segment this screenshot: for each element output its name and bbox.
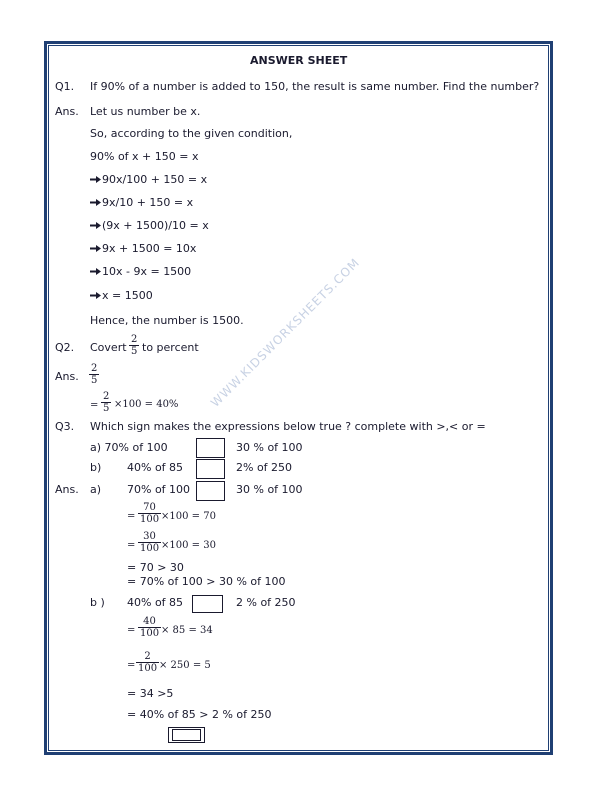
q1-line-10: Hence, the number is 1500. xyxy=(90,314,244,327)
fraction-denominator: 5 xyxy=(91,375,98,386)
q3-b-step1-fraction xyxy=(138,616,161,639)
eq-sign: = xyxy=(127,540,136,551)
q3-b-step1-rest: × 85 = 34 xyxy=(161,625,213,636)
arrow-right-icon xyxy=(90,267,101,276)
answer-box-inner xyxy=(172,729,201,741)
q3-ans-a-right: 30 % of 100 xyxy=(236,483,303,496)
q2-label: Q2. xyxy=(55,341,75,354)
q1-line-4: 90x/100 + 150 = x xyxy=(102,173,208,186)
q1-step-1 xyxy=(90,173,207,187)
arrow-right-icon xyxy=(90,175,101,184)
fraction-numerator: 70 xyxy=(143,502,156,513)
fraction-numerator: 40 xyxy=(143,616,156,627)
q3-ans-a-left: 70% of 100 xyxy=(127,483,191,496)
arrow-right-icon xyxy=(90,198,101,207)
answer-box[interactable] xyxy=(196,459,225,479)
q2-ans-fraction xyxy=(89,363,99,386)
q1-line-9: x = 1500 xyxy=(102,289,153,302)
q1-line-7: 9x + 1500 = 10x xyxy=(102,242,197,255)
q1-step-4 xyxy=(90,242,196,256)
q2-question-post: to percent xyxy=(142,341,199,354)
q3-item-b-marker: b) xyxy=(90,461,102,474)
q3-a-step1-rest: ×100 = 70 xyxy=(161,511,216,522)
q1-step-6 xyxy=(90,289,153,303)
q3-ans-b-left: 40% of 85 xyxy=(127,596,184,609)
q3-a-step4: = 70% of 100 > 30 % of 100 xyxy=(127,575,286,588)
q1-step-5 xyxy=(90,265,191,279)
eq-sign: = xyxy=(127,660,136,671)
watermark: WWW.KIDSWORKSHEETS.COM xyxy=(208,255,363,410)
q3-a-step2-rest: ×100 = 30 xyxy=(161,540,216,551)
fraction-numerator: 2 xyxy=(144,651,151,662)
q1-step-2 xyxy=(90,196,193,210)
q2-calc: ×100 = 40% xyxy=(114,399,179,410)
fraction-numerator: 30 xyxy=(143,531,156,542)
arrow-right-icon xyxy=(90,291,101,300)
q3-label: Q3. xyxy=(55,420,75,433)
fraction-numerator: 2 xyxy=(91,363,98,374)
q1-line-5: 9x/10 + 150 = x xyxy=(102,196,194,209)
q3-b-step2-fraction xyxy=(136,651,159,674)
q1-line-1: Let us number be x. xyxy=(90,105,201,118)
q1-line-2: So, according to the given condition, xyxy=(90,127,293,140)
page-title: ANSWER SHEET xyxy=(250,54,348,67)
q2-eq-sign: = xyxy=(90,400,99,411)
q3-ans-b-marker: b ) xyxy=(90,596,105,609)
fraction-numerator: 2 xyxy=(103,391,110,402)
fraction-denominator: 100 xyxy=(140,543,160,554)
fraction-denominator: 5 xyxy=(103,403,110,414)
answer-box[interactable] xyxy=(196,481,225,501)
q1-line-8: 10x - 9x = 1500 xyxy=(102,265,192,278)
eq-sign: = xyxy=(127,625,136,636)
q1-step-3 xyxy=(90,219,209,233)
q3-question: Which sign makes the expressions below true ? complete with >,< or = xyxy=(90,420,486,433)
q3-item-a: a) 70% of 100 xyxy=(90,441,168,454)
q1-line-6: (9x + 1500)/10 = x xyxy=(102,219,209,232)
arrow-right-icon xyxy=(90,221,101,230)
q3-a-step3: = 70 > 30 xyxy=(127,561,184,574)
q1-line-3: 90% of x + 150 = x xyxy=(90,150,199,163)
q3-a-step1-fraction xyxy=(138,502,161,525)
q1-label: Q1. xyxy=(55,80,75,93)
fraction-numerator: 2 xyxy=(131,334,138,345)
q1-ans-label: Ans. xyxy=(55,105,79,118)
q2-fraction xyxy=(129,334,139,357)
arrow-right-icon xyxy=(90,244,101,253)
q3-item-a-right: 30 % of 100 xyxy=(236,441,303,454)
answer-box[interactable] xyxy=(192,595,223,613)
q2-ans-label: Ans. xyxy=(55,370,79,383)
answer-box[interactable] xyxy=(196,438,225,458)
fraction-denominator: 100 xyxy=(138,663,158,674)
q3-b-step2-rest: × 250 = 5 xyxy=(159,660,211,671)
q3-a-step2-fraction xyxy=(138,531,161,554)
q3-b-step3: = 34 >5 xyxy=(127,687,174,700)
q3-item-b-left: 40% of 85 xyxy=(127,461,184,474)
fraction-denominator: 100 xyxy=(140,514,160,525)
q2-question-pre: Covert xyxy=(90,341,127,354)
q3-ans-a-marker: a) xyxy=(90,483,102,496)
q1-question: If 90% of a number is added to 150, the result is same number. Find the number? xyxy=(90,80,540,93)
fraction-denominator: 100 xyxy=(140,628,160,639)
q3-ans-b-right: 2 % of 250 xyxy=(236,596,296,609)
q3-ans-label: Ans. xyxy=(55,483,79,496)
q3-item-b-right: 2% of 250 xyxy=(236,461,293,474)
fraction-denominator: 5 xyxy=(131,346,138,357)
q3-b-step4: = 40% of 85 > 2 % of 250 xyxy=(127,708,272,721)
q2-calc-fraction xyxy=(101,391,111,414)
eq-sign: = xyxy=(127,511,136,522)
